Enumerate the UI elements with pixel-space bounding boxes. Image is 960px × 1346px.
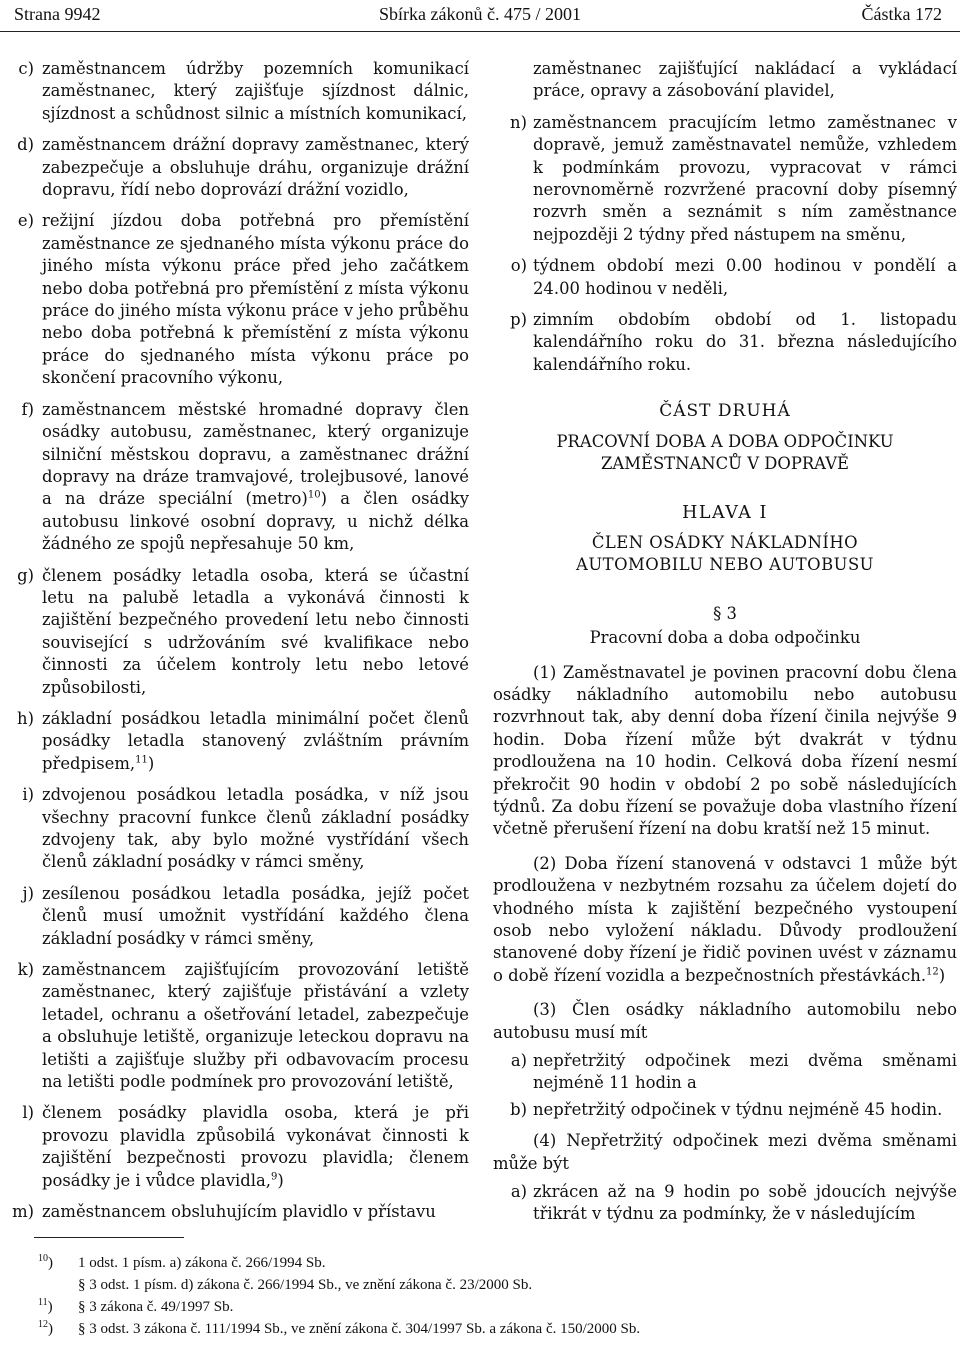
definition-item-n: n) zaměstnancem pracujícím letmo zaměstnanec v dopravě, jemuž zaměstnavatel nemůže, vzhledem k podmínkám provozu, vypracovat v rámci nerovnoměrně rozvržené pracovní doby písemný rozvrh směn a seznámit s ním zaměstnance nejpozději 2 týdny před nástupem na směnu,	[510, 112, 957, 244]
definition-item-o: o) týdnem období mezi 0.00 hodinou v pondělí a 24.00 hodinou v neděli,	[510, 256, 957, 298]
footnote-ref[interactable]: 10	[307, 489, 321, 501]
header-divider	[0, 31, 960, 32]
collection-number: 475	[503, 4, 531, 24]
collection-title	[0, 4, 960, 25]
section-title: Pracovní doba a doba odpočinku	[589, 628, 861, 648]
definition-item-d: d) zaměstnancem drážní dopravy zaměstnanec, který zabezpečuje a obsluhuje dráhu, organizuje drážní dopravu, řídí nebo doprovází drážní vozidlo,	[17, 135, 469, 200]
paragraph-4-item-a: a) zkrácen až na 9 hodin po sobě jdoucích nejvýše třikrát v týdnu za podmínky, že v následujícím	[510, 1182, 957, 1224]
part-title: ČÁST DRUHÁ	[659, 401, 791, 422]
collection-year: / 2001	[535, 4, 581, 24]
footnotes	[34, 1252, 934, 1340]
footnote-10-continued: § 3 odst. 1 písm. d) zákona č. 266/1994 Sb., ve znění zákona č. 23/2000 Sb.	[78, 1277, 533, 1293]
definition-item-l: l) členem posádky plavidla osoba, která je při provozu plavidla způsobilá vykonávat činnosti k zajištění bezpečnosti provozu plavidla; členem posádky je i vůdce plavidla,$^9$)	[22, 1103, 469, 1190]
footnote-divider	[34, 1237, 184, 1238]
page-number: Strana 9942	[14, 4, 101, 24]
definition-item-e: e) režijní jízdou doba potřebná pro přemístění zaměstnance ze sjednaného místa výkonu práce do jiného místa výkonu práce před jeho začátkem nebo doba potřebná pro přemístění z místa výkonu práce do jiného místa výkonu práce v jeho průběhu nebo doba potřebná k přemístění z místa výkonu práce do sjednaného místa výkonu práce po skončení pracovního výkonu,	[17, 211, 469, 388]
definition-item-j: j) zesílenou posádkou letadla posádka, jejíž počet členů musí umožnit vystřídání každého člena základní posádky v rámci směny,	[22, 883, 469, 948]
footnote-11: $^{11}$) § 3 zákona č. 49/1997 Sb.	[38, 1297, 234, 1315]
definition-item-k: k) zaměstnancem zajišťujícím provozování letiště zaměstnanec, který zajišťuje přistávání a vzlety letadel, ochranu a ošetřování letadel, zabezpečuje a obsluhuje letiště, organizuje leteckou dopravu na letišti a zajišťuje služby při odbavovacím procesu na letišti podle podmínek pro provozování letiště,	[17, 960, 469, 1092]
paragraph-3-item-a: a) nepřetržitý odpočinek mezi dvěma směnami nejméně 11 hodin a	[510, 1051, 957, 1093]
part-subtitle: PRACOVNÍ DOBA A DOBA ODPOČINKU ZAMĚSTNANCŮ V DOPRAVĚ	[556, 431, 894, 474]
footnote-12: $^{12}$) § 3 odst. 3 zákona č. 111/1994 Sb., ve znění zákona č. 304/1997 Sb. a zákona č. 150/2000 Sb.	[38, 1319, 641, 1337]
footnote-ref[interactable]: 11	[135, 754, 148, 766]
head-subtitle: ČLEN OSÁDKY NÁKLADNÍHO AUTOMOBILU NEBO AUTOBUSU	[576, 532, 874, 575]
issue-part: Částka 172	[861, 4, 942, 24]
paragraph-3: (3) Člen osádky nákladního automobilu nebo autobusu musí mít	[493, 1000, 957, 1042]
definition-item-h: h) základní posádkou letadla minimální počet členů posádky letadla stanovený zvláštním právním předpisem,$^{11}$)	[17, 708, 469, 773]
definition-item-m-continued: zaměstnanec zajišťující nakládací a vykládací práce, opravy a zásobování plavidel,	[533, 59, 957, 101]
definition-item-m: m) zaměstnancem obsluhujícím plavidlo v přístavu	[12, 1202, 436, 1222]
head-title: HLAVA I	[682, 502, 768, 523]
footnote-ref[interactable]: 12	[926, 966, 939, 978]
definition-item-f: f) zaměstnancem městské hromadné dopravy člen osádky autobusu, zaměstnanec, který organizuje silniční městskou dopravu, a zaměstnanec drážní dopravy na dráze tramvajové, trolejbusové, lanové a na dráze speciální (metro)$^{10}$) a člen osádky autobusu linkové osobní dopravy, u nichž délka žádného ze spojů nepřesahuje 50 km,	[21, 399, 469, 554]
paragraph-2: (2) Doba řízení stanovená v odstavci 1 může být prodloužena v nezbytném rozsahu za účelem dojetí do vhodného místa k zajištění bezpečného vystoupení osob nebo vyložení nákladu. Důvody prodloužení stanovené doby řízení je řidič povinen uvést v záznamu o době řízení vozidla a bezpečnostních přestávkách.$^{12}$)	[493, 853, 957, 985]
right-column	[493, 58, 957, 1235]
footnote-10: $^{10}$) 1 odst. 1 písm. a) zákona č. 266/1994 Sb.	[38, 1253, 326, 1271]
paragraph-4: (4) Nepřetržitý odpočinek mezi dvěma směnami může být	[493, 1131, 957, 1173]
collection-label: Sbírka zákonů č.	[379, 4, 500, 24]
page-header	[0, 0, 960, 32]
definition-item-i: i) zdvojenou posádkou letadla posádka, v níž jsou všechny pracovní funkce členů základní posádky zdvojeny tak, aby bylo možné vystřídání všech členů základní posádky v rámci směny,	[22, 785, 469, 872]
paragraph-1: (1) Zaměstnavatel je povinen pracovní dobu člena osádky nákladního automobilu nebo autobusu rozvrhnout tak, aby denní doba řízení činila nejvýše 9 hodin. Doba řízení může být dvakrát v týdnu prodloužena na 10 hodin. Celková doba řízení nesmí překročit 90 hodin v období 2 po sobě následujících týdnů. Za dobu řízení se považuje doba vlastního řízení včetně přerušení řízení na dobu kratší než 15 minut.	[493, 662, 957, 839]
section-number: § 3	[713, 603, 737, 623]
definition-item-c: c) zaměstnancem údržby pozemních komunikací zaměstnanec, který zajišťuje sjízdnost dálnic, sjízdnost a schůdnost silnic a místních komunikací,	[18, 59, 469, 123]
definition-item-g: g) členem posádky letadla osoba, která se účastní letu na palubě letadla a vykonává činnosti k zajištění bezpečného provedení letu nebo činnosti související s udržováním své kvalifikace nebo činnosti za účelem kontroly letu nebo letové způsobilosti,	[17, 565, 469, 697]
left-column	[12, 58, 469, 1233]
footnote-ref[interactable]: 9	[271, 1171, 278, 1183]
paragraph-3-item-b: b) nepřetržitý odpočinek v týdnu nejméně 45 hodin.	[510, 1099, 943, 1119]
definition-item-p: p) zimním obdobím období od 1. listopadu kalendářního roku do 31. března následujícího kalendářního roku.	[510, 310, 957, 374]
